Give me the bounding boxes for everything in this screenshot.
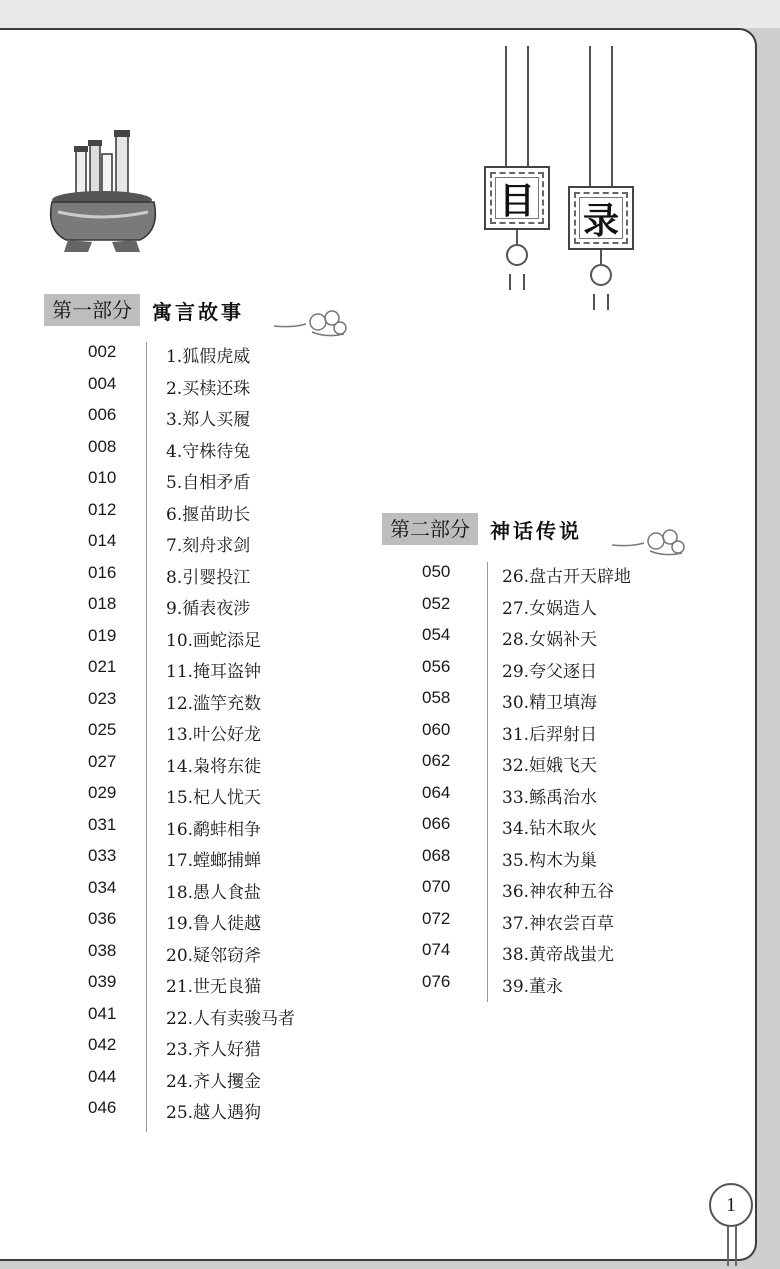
toc-page-number: 062	[422, 751, 451, 770]
title-lantern-1	[484, 46, 550, 306]
toc-title: 37.神农尝百草	[502, 913, 615, 934]
toc-entry[interactable]	[422, 720, 702, 751]
toc-entry[interactable]	[88, 720, 368, 751]
part2-header	[382, 513, 582, 545]
toc-page-number: 076	[422, 971, 451, 991]
toc-title: 20.疑邻窃斧	[166, 945, 262, 966]
toc-entry[interactable]	[88, 468, 368, 499]
toc-page-number: 042	[88, 1035, 117, 1054]
toc-title: 21.世无良猫	[166, 977, 262, 997]
toc-title: 3.郑人买履	[166, 410, 251, 430]
toc-page-number: 033	[88, 846, 117, 865]
part1-toc	[88, 342, 348, 1142]
toc-page-number: 072	[422, 908, 451, 928]
toc-entry[interactable]	[422, 846, 702, 877]
page-number: 1	[709, 1183, 753, 1227]
toc-title: 38.黄帝战蚩尤	[502, 945, 615, 965]
toc-entry[interactable]	[88, 972, 368, 1003]
toc-entry[interactable]	[88, 437, 368, 468]
toc-page-number: 070	[422, 877, 451, 896]
toc-page-number: 010	[88, 468, 117, 487]
toc-title: 18.愚人食盐	[166, 882, 262, 903]
toc-title: 1.狐假虎威	[166, 347, 251, 367]
toc-entry[interactable]	[88, 941, 368, 972]
toc-title: 12.滥竽充数	[166, 693, 262, 714]
toc-page-number: 060	[422, 719, 451, 739]
toc-page-number: 031	[88, 814, 117, 834]
toc-title: 30.精卫填海	[502, 693, 598, 713]
part2-toc	[422, 562, 712, 1012]
toc-entry[interactable]	[88, 815, 368, 846]
toc-entry[interactable]	[88, 846, 368, 877]
toc-page-number: 025	[88, 720, 117, 739]
toc-title: 15.杞人忧天	[166, 788, 262, 808]
toc-title: 11.掩耳盗钟	[166, 662, 262, 682]
toc-entry[interactable]	[422, 783, 702, 814]
toc-entry[interactable]	[422, 688, 702, 719]
toc-page-number: 004	[88, 373, 117, 393]
page-number-ornament	[727, 1226, 737, 1266]
toc-page-number: 050	[422, 562, 451, 581]
toc-page-number: 018	[88, 594, 117, 613]
toc-entry[interactable]	[88, 783, 368, 814]
toc-page-number: 044	[88, 1066, 117, 1086]
toc-page-number: 016	[88, 562, 117, 582]
toc-title: 34.钻木取火	[502, 819, 598, 839]
toc-entry[interactable]	[88, 1067, 368, 1098]
toc-entry[interactable]	[88, 531, 368, 562]
title-lantern-2	[568, 46, 634, 326]
toc-entry[interactable]	[422, 909, 702, 940]
toc-title: 29.夸父逐日	[502, 661, 598, 682]
toc-page-number: 058	[422, 688, 451, 707]
toc-page-number: 029	[88, 783, 117, 802]
toc-entry[interactable]	[88, 1035, 368, 1066]
toc-entry[interactable]	[88, 689, 368, 720]
toc-title: 13.叶公好龙	[166, 725, 262, 745]
toc-title: 4.守株待兔	[166, 441, 251, 462]
part1-header	[44, 294, 244, 326]
toc-page-number: 008	[88, 436, 117, 456]
toc-entry[interactable]	[88, 1098, 368, 1129]
toc-page-number: 019	[88, 625, 117, 645]
toc-title: 24.齐人攫金	[166, 1071, 262, 1092]
toc-page-number: 014	[88, 531, 117, 550]
toc-page-number: 052	[422, 593, 451, 613]
toc-title: 22.人有卖骏马者	[166, 1008, 296, 1029]
title-char-lu: 录	[582, 200, 619, 242]
toc-entry[interactable]	[88, 657, 368, 688]
toc-title: 7.刻舟求剑	[166, 536, 251, 556]
toc-page-number: 023	[88, 688, 117, 708]
toc-title: 17.螳螂捕蝉	[166, 851, 262, 871]
toc-entry[interactable]	[422, 972, 702, 1003]
toc-title: 28.女娲补天	[502, 630, 598, 650]
toc-entry[interactable]	[88, 374, 368, 405]
toc-page-number: 074	[422, 940, 451, 959]
toc-title: 2.买椟还珠	[166, 378, 251, 399]
toc-entry[interactable]	[88, 563, 368, 594]
toc-entry[interactable]	[88, 405, 368, 436]
toc-title: 35.构木为巢	[502, 850, 598, 871]
toc-page-number: 039	[88, 972, 117, 991]
toc-entry[interactable]	[88, 500, 368, 531]
toc-title: 26.盘古开天辟地	[502, 567, 632, 587]
toc-title: 32.姮娥飞天	[502, 756, 598, 776]
toc-page-number: 054	[422, 625, 451, 644]
toc-page-number: 038	[88, 940, 117, 960]
toc-page-number: 021	[88, 657, 117, 676]
toc-title: 6.揠苗助长	[166, 504, 251, 525]
toc-title: 27.女娲造人	[502, 598, 598, 619]
toc-entry[interactable]	[88, 752, 368, 783]
toc-entry[interactable]	[88, 626, 368, 657]
toc-page-number: 056	[422, 656, 451, 676]
part1-label: 第一部分	[44, 294, 140, 326]
toc-entry[interactable]	[88, 342, 368, 373]
toc-title: 9.循表夜涉	[166, 599, 251, 619]
toc-entry[interactable]	[88, 878, 368, 909]
toc-title: 36.神农种五谷	[502, 882, 615, 902]
cloud-swirl-icon	[272, 306, 352, 342]
toc-page-number: 034	[88, 877, 117, 897]
page-top-strip	[0, 0, 780, 28]
toc-page-number: 027	[88, 751, 117, 771]
toc-entry[interactable]	[422, 594, 702, 625]
toc-title: 33.鲧禹治水	[502, 787, 598, 808]
toc-entry[interactable]	[88, 594, 368, 625]
book-page	[0, 28, 757, 1261]
toc-entry[interactable]	[422, 625, 702, 656]
cloud-swirl-icon	[610, 525, 690, 561]
toc-entry[interactable]	[422, 877, 702, 908]
toc-title: 14.枭将东徙	[166, 756, 262, 777]
toc-title: 25.越人遇狗	[166, 1103, 262, 1123]
toc-page-number: 064	[422, 782, 451, 802]
toc-page-number: 066	[422, 814, 451, 833]
scroll-pot-icon	[44, 130, 164, 255]
toc-title: 39.董永	[502, 976, 564, 997]
toc-page-number: 012	[88, 499, 117, 519]
part2-label: 第二部分	[382, 513, 478, 545]
part1-name: 寓言故事	[152, 299, 244, 324]
toc-title: 10.画蛇添足	[166, 630, 262, 651]
toc-entry[interactable]	[88, 1004, 368, 1035]
toc-page-number: 068	[422, 845, 451, 865]
toc-title: 23.齐人好猎	[166, 1040, 262, 1060]
toc-page-number: 006	[88, 405, 117, 424]
title-char-mu: 目	[498, 180, 535, 222]
part2-name: 神话传说	[490, 518, 582, 543]
toc-title: 19.鲁人徙越	[166, 914, 262, 934]
toc-page-number: 046	[88, 1098, 117, 1117]
toc-entry[interactable]	[422, 657, 702, 688]
toc-title: 16.鹬蚌相争	[166, 819, 262, 840]
toc-entry[interactable]	[88, 909, 368, 940]
toc-entry[interactable]	[422, 562, 702, 593]
toc-page-number: 002	[88, 342, 117, 361]
toc-entry[interactable]	[422, 751, 702, 782]
toc-entry[interactable]	[422, 940, 702, 971]
toc-page-number: 041	[88, 1003, 117, 1023]
toc-page-number: 036	[88, 909, 117, 928]
toc-entry[interactable]	[422, 814, 702, 845]
toc-title: 31.后羿射日	[502, 724, 598, 745]
toc-title: 5.自相矛盾	[166, 473, 251, 493]
toc-title: 8.引婴投江	[166, 567, 251, 588]
